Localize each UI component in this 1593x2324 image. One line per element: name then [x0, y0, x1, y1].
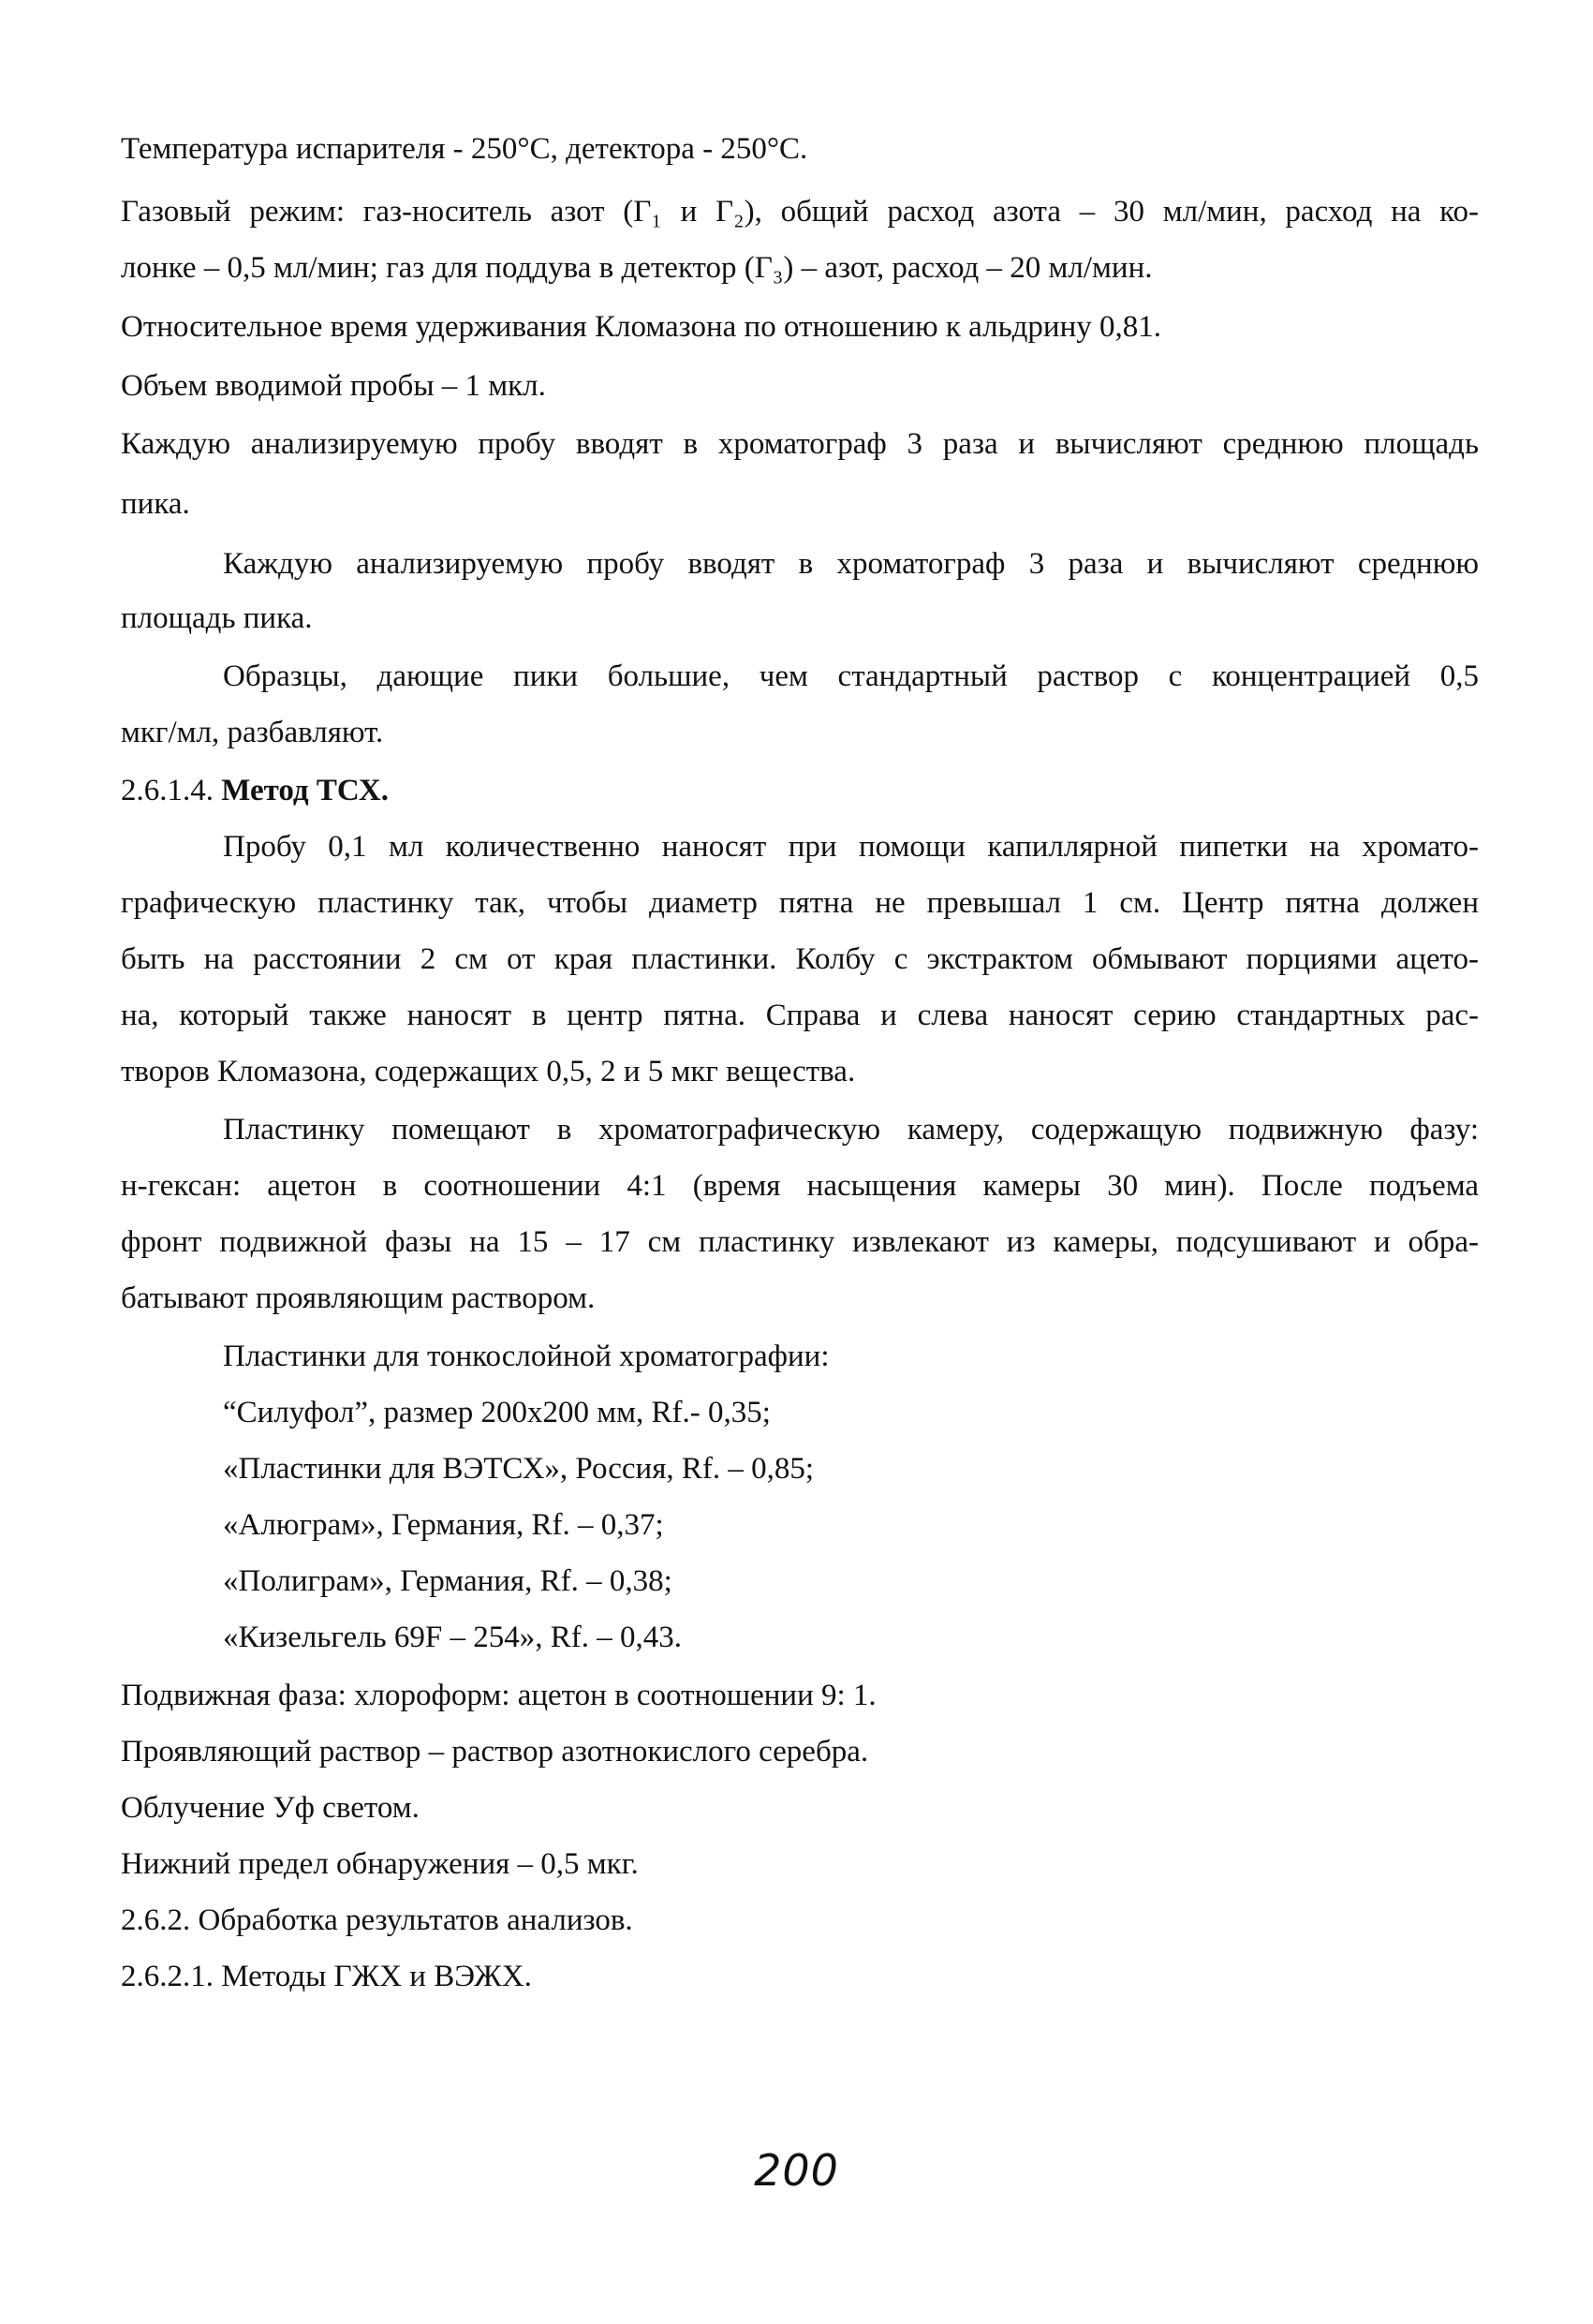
section-heading: [121, 772, 1479, 809]
text-line: Облучение Уф светом.: [121, 1791, 420, 1825]
section-title: Метод ТСХ.: [221, 774, 389, 807]
paragraph-first-line: Пластинку помещают в хроматографическую камеру, содержащую подвижную фазу:: [223, 1113, 1479, 1147]
paragraph-first-line: Пробу 0,1 мл количественно наносят при помощи капиллярной пипетки на хромато-: [223, 830, 1479, 864]
text-line: батывают проявляющим раствором.: [121, 1281, 596, 1315]
text-line: Нижний предел обнаружения – 0,5 мкг.: [121, 1847, 639, 1881]
paragraph-first-line: Образцы, дающие пики большие, чем стандартный раствор с концентрацией 0,5: [223, 659, 1479, 693]
paragraph-first-line: Каждую анализируемую пробу вводят в хроматограф 3 раза и вычисляют среднюю: [223, 547, 1479, 581]
text-line: 2.6.2.1. Методы ГЖХ и ВЭЖХ.: [121, 1960, 532, 1993]
list-item: “Силуфол”, размер 200х200 мм, Rf.- 0,35;: [223, 1396, 771, 1429]
text-line: площадь пика.: [121, 601, 313, 635]
text-line: пика.: [121, 487, 190, 521]
text-line: на, который также наносят в центр пятна. Справа и слева наносят серию стандартных рас-: [121, 999, 1479, 1032]
text-line: творов Кломазона, содержащих 0,5, 2 и 5 мкг вещества.: [121, 1055, 856, 1088]
text-line: лонке – 0,5 мл/мин; газ для поддува в детектор (Г₃) – азот, расход – 20 мл/мин.: [121, 251, 1153, 285]
text-line: мкг/мл, разбавляют.: [121, 716, 384, 749]
text-line: Проявляющий раствор – раствор азотнокислого серебра.: [121, 1735, 869, 1769]
text-line: Объем вводимой пробы – 1 мкл.: [121, 369, 546, 403]
text-line: 2.6.2. Обработка результатов анализов.: [121, 1903, 633, 1937]
text-line: Пластинки для тонкослойной хроматографии:: [223, 1340, 830, 1373]
page-number: 200: [754, 2145, 839, 2196]
list-item: «Полиграм», Германия, Rf. – 0,38;: [223, 1564, 672, 1598]
text-line: Газовый режим: газ-носитель азот (Г₁ и Г₂), общий расход азота – 30 мл/мин, расход на ко-: [121, 195, 1479, 229]
text-line: Относительное время удерживания Кломазона по отношению к альдрину 0,81.: [121, 310, 1161, 344]
section-number: 2.6.1.4.: [121, 774, 214, 807]
text-line: Температура испарителя - 250°С, детектора - 250°С.: [121, 132, 808, 166]
text-line: Каждую анализируемую пробу вводят в хроматограф 3 раза и вычисляют среднюю площадь: [121, 427, 1479, 461]
text-line: н-гексан: ацетон в соотношении 4:1 (время насыщения камеры 30 мин). После подъема: [121, 1169, 1479, 1203]
text-line: Подвижная фаза: хлороформ: ацетон в соотношении 9: 1.: [121, 1679, 877, 1712]
list-item: «Кизельгель 69F – 254», Rf. – 0,43.: [223, 1621, 682, 1654]
text-line: фронт подвижной фазы на 15 – 17 см пластинку извлекают из камеры, подсушивают и обра-: [121, 1225, 1479, 1259]
list-item: «Алюграм», Германия, Rf. – 0,37;: [223, 1508, 664, 1542]
text-line: графическую пластинку так, чтобы диаметр пятна не превышал 1 см. Центр пятна должен: [121, 886, 1479, 920]
text-line: быть на расстоянии 2 см от края пластинки. Колбу с экстрактом обмывают порциями ацето-: [121, 942, 1479, 976]
list-item: «Пластинки для ВЭТСХ», Россия, Rf. – 0,85;: [223, 1452, 815, 1486]
